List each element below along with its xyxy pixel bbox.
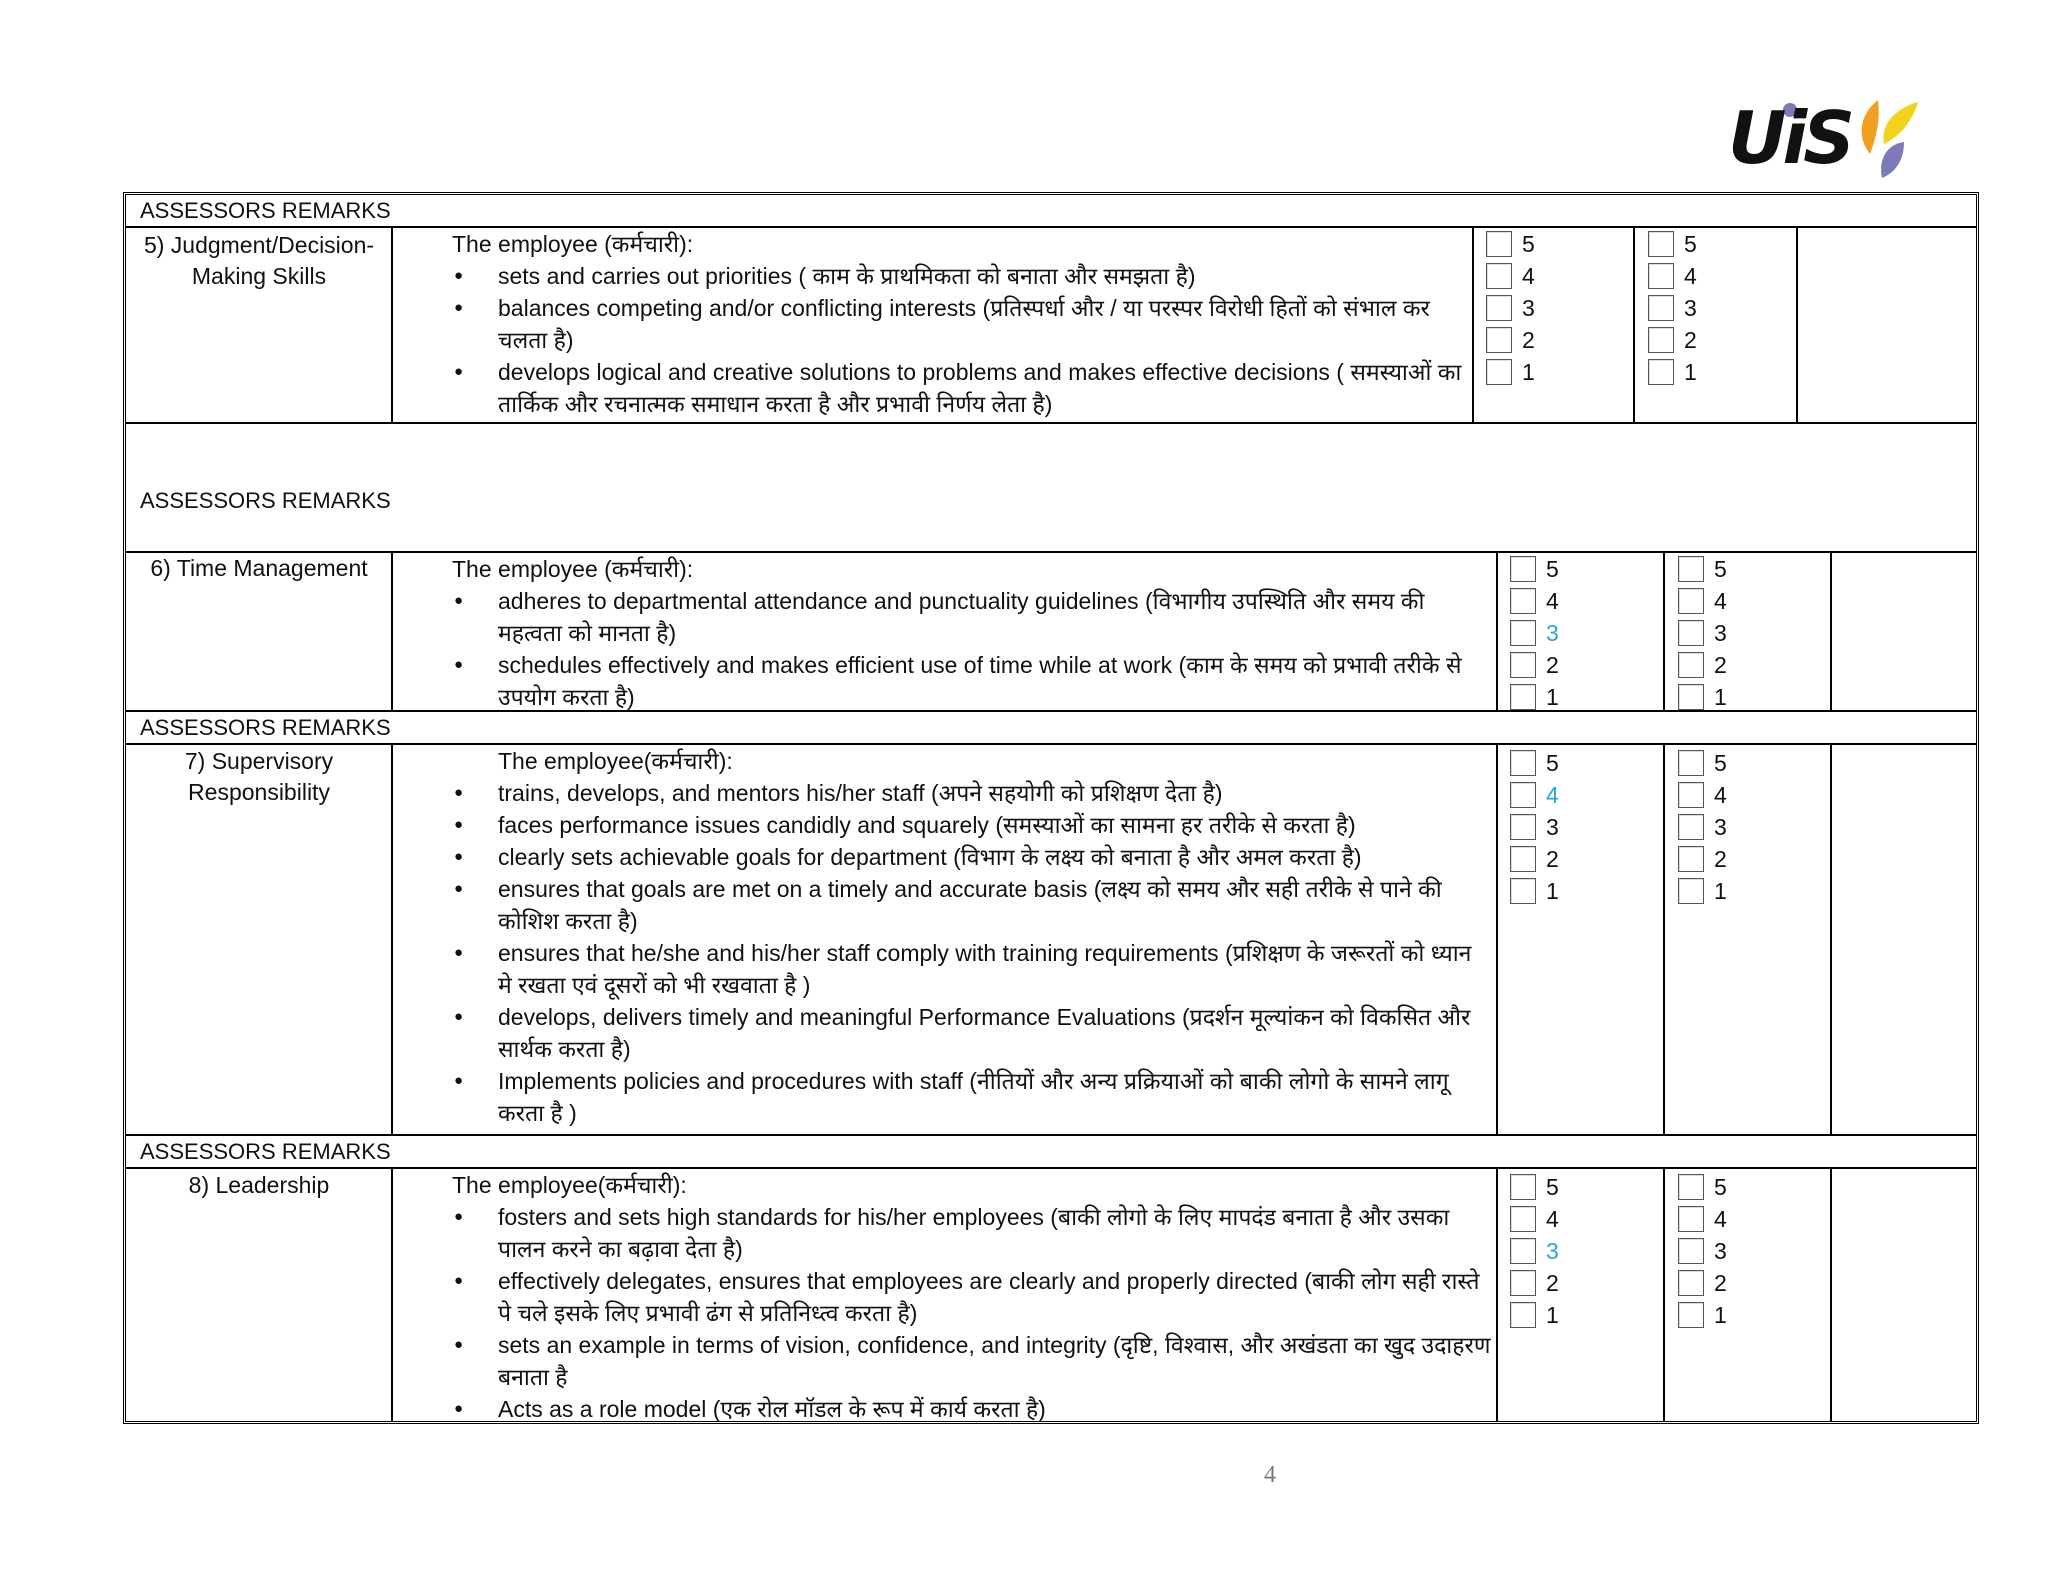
uis-logo — [1728, 92, 1918, 192]
rating-checkbox[interactable] — [1510, 1270, 1536, 1296]
rating-checkbox[interactable] — [1648, 359, 1674, 385]
rating-value: 5 — [1684, 231, 1697, 257]
rating-option[interactable] — [1678, 747, 1727, 779]
rating-checkbox[interactable] — [1678, 684, 1704, 710]
rating-checkbox[interactable] — [1510, 556, 1536, 582]
criteria-bullet: ● clearly sets achievable goals for department (विभाग के लक्ष्य को बनाता है और अमल करता है) — [452, 841, 1487, 873]
rating-value: 4 — [1714, 1206, 1727, 1232]
rating-option[interactable] — [1510, 843, 1559, 875]
rating-scale-assessor-1 — [1510, 1171, 1559, 1331]
criteria-description — [452, 553, 1487, 713]
rating-checkbox[interactable] — [1510, 750, 1536, 776]
rating-value: 1 — [1546, 1302, 1559, 1328]
criteria-bullet: ● trains, develops, and mentors his/her staff (अपने सहयोगी को प्रशिक्षण देता है) — [452, 777, 1487, 809]
rating-value: 2 — [1546, 846, 1559, 872]
rating-option[interactable] — [1510, 811, 1559, 843]
rating-value: 5 — [1522, 231, 1535, 257]
rating-scale-assessor-2 — [1678, 1171, 1727, 1331]
category-label: 6) Time Management — [150, 555, 368, 581]
criteria-bullet: ● fosters and sets high standards for his/her employees (बाकी लोगो के लिए मापदंड बनाता है और उसका पालन करने का बढ़ावा देता है) — [452, 1201, 1492, 1265]
criteria-bullet: ● sets an example in terms of vision, confidence, and integrity (दृष्टि, विश्वास, और अखंडता का खुद उदाहरण बनाता है — [452, 1329, 1492, 1393]
rating-value: 2 — [1546, 652, 1559, 678]
rating-checkbox[interactable] — [1648, 327, 1674, 353]
rating-checkbox[interactable] — [1648, 295, 1674, 321]
rating-value: 1 — [1714, 878, 1727, 904]
rating-value: 4 — [1714, 782, 1727, 808]
criteria-bullet: ● develops, delivers timely and meaningful Performance Evaluations (प्रदर्शन मूल्यांकन को विकसित और सार्थक करता है) — [452, 1001, 1487, 1065]
rating-checkbox[interactable] — [1678, 556, 1704, 582]
col-divider — [1472, 226, 1474, 422]
rating-value: 5 — [1546, 556, 1559, 582]
criteria-list — [452, 1201, 1492, 1425]
rating-scale-assessor-2 — [1678, 747, 1727, 907]
rating-option[interactable] — [1510, 1267, 1559, 1299]
rating-value-selected: 4 — [1546, 782, 1559, 808]
col-divider — [1663, 1167, 1665, 1421]
rating-option[interactable] — [1678, 585, 1727, 617]
criteria-bullet: ● ensures that goals are met on a timely and accurate basis (लक्ष्य को समय और सही तरीके से पाने की कोशिश करता है) — [452, 873, 1487, 937]
logo-text: UiS — [1728, 96, 1851, 180]
rating-option[interactable] — [1678, 1267, 1727, 1299]
rating-checkbox[interactable] — [1510, 684, 1536, 710]
rating-value: 2 — [1546, 1270, 1559, 1296]
col-divider — [391, 1167, 393, 1421]
rating-value: 3 — [1684, 295, 1697, 321]
rating-checkbox[interactable] — [1510, 620, 1536, 646]
criteria-bullet: ● schedules effectively and makes efficient use of time while at work (काम के समय को प्रभावी तरीके से उपयोग करता है) — [452, 649, 1487, 713]
rating-checkbox[interactable] — [1678, 846, 1704, 872]
rating-option[interactable] — [1510, 1299, 1559, 1331]
rating-checkbox[interactable] — [1678, 878, 1704, 904]
criteria-bullet: ● Implements policies and procedures with staff (नीतियों और अन्य प्रक्रियाओं को बाकी लोगो के सामने लागू करता है ) — [452, 1065, 1487, 1129]
rating-checkbox[interactable] — [1678, 1206, 1704, 1232]
rating-checkbox[interactable] — [1678, 588, 1704, 614]
rating-checkbox[interactable] — [1678, 1270, 1704, 1296]
rating-value: 3 — [1714, 814, 1727, 840]
rating-scale-assessor-2 — [1678, 553, 1727, 713]
rating-option[interactable] — [1678, 617, 1727, 649]
rating-checkbox[interactable] — [1486, 231, 1512, 257]
rating-value-selected: 3 — [1546, 1238, 1559, 1264]
criteria-bullet: ● ensures that he/she and his/her staff comply with training requirements (प्रशिक्षण के जरूरतों को ध्यान मे रखता एवं दूसरों को भी रखवाता है ) — [452, 937, 1487, 1001]
col-divider — [391, 551, 393, 710]
rating-value: 3 — [1714, 1238, 1727, 1264]
rating-option[interactable] — [1510, 1171, 1559, 1203]
rating-checkbox[interactable] — [1678, 750, 1704, 776]
col-divider — [1496, 551, 1498, 710]
rating-checkbox[interactable] — [1486, 359, 1512, 385]
rating-checkbox[interactable] — [1678, 782, 1704, 808]
rating-value: 2 — [1714, 652, 1727, 678]
rating-value: 1 — [1684, 359, 1697, 385]
rating-option[interactable] — [1510, 553, 1559, 585]
criteria-bullet: ● adheres to departmental attendance and punctuality guidelines (विभागीय उपस्थिति और समय की महत्वता को मानता है) — [452, 585, 1487, 649]
assessors-remarks-label: ASSESSORS REMARKS — [140, 715, 391, 740]
assessors-remarks-label: ASSESSORS REMARKS — [140, 1139, 391, 1164]
rating-option[interactable] — [1486, 228, 1535, 260]
rating-checkbox[interactable] — [1510, 1238, 1536, 1264]
rating-value: 1 — [1546, 684, 1559, 710]
rating-option[interactable] — [1678, 843, 1727, 875]
rating-option[interactable] — [1678, 1171, 1727, 1203]
criteria-lead: The employee (कर्मचारी): — [452, 231, 694, 257]
rating-checkbox[interactable] — [1510, 782, 1536, 808]
rating-option[interactable] — [1510, 875, 1559, 907]
rating-option[interactable] — [1510, 585, 1559, 617]
rating-option[interactable] — [1678, 681, 1727, 713]
rating-checkbox[interactable] — [1510, 588, 1536, 614]
rating-option[interactable] — [1648, 260, 1697, 292]
criteria-list — [452, 777, 1487, 1129]
rating-checkbox[interactable] — [1510, 846, 1536, 872]
rating-option[interactable] — [1486, 260, 1535, 292]
rating-value: 4 — [1546, 588, 1559, 614]
rating-checkbox[interactable] — [1510, 814, 1536, 840]
criteria-list — [452, 260, 1462, 420]
rating-checkbox[interactable] — [1486, 327, 1512, 353]
rating-value: 5 — [1714, 750, 1727, 776]
criteria-bullet: ● faces performance issues candidly and squarely (समस्याओं का सामना हर तरीके से करता है) — [452, 809, 1487, 841]
rating-checkbox[interactable] — [1486, 263, 1512, 289]
rating-checkbox[interactable] — [1648, 263, 1674, 289]
rating-value: 4 — [1714, 588, 1727, 614]
criteria-lead: The employee(कर्मचारी): — [498, 748, 733, 774]
category-label: 7) Supervisory Responsibility — [184, 748, 334, 805]
rating-checkbox[interactable] — [1678, 1302, 1704, 1328]
rating-value: 2 — [1714, 846, 1727, 872]
category-label: 5) Judgment/Decision-Making Skills — [143, 232, 375, 289]
rating-checkbox[interactable] — [1510, 652, 1536, 678]
col-divider — [1830, 743, 1832, 1134]
rating-option[interactable] — [1510, 617, 1559, 649]
rating-value: 5 — [1546, 1174, 1559, 1200]
criteria-description — [452, 1169, 1492, 1425]
rating-value: 2 — [1684, 327, 1697, 353]
assessors-remarks-label: ASSESSORS REMARKS — [140, 488, 391, 513]
rating-value: 5 — [1714, 556, 1727, 582]
col-divider — [1663, 551, 1665, 710]
assessors-remarks-label: ASSESSORS REMARKS — [140, 198, 391, 223]
rating-option[interactable] — [1678, 1203, 1727, 1235]
rating-value: 3 — [1714, 620, 1727, 646]
rating-value: 1 — [1714, 684, 1727, 710]
rating-checkbox[interactable] — [1510, 1206, 1536, 1232]
rating-checkbox[interactable] — [1510, 878, 1536, 904]
rating-checkbox[interactable] — [1678, 1238, 1704, 1264]
rating-value: 5 — [1714, 1174, 1727, 1200]
rating-checkbox[interactable] — [1510, 1174, 1536, 1200]
rating-value: 2 — [1714, 1270, 1727, 1296]
criteria-bullet: ● Acts as a role model (एक रोल मॉडल के रूप में कार्य करता है) — [452, 1393, 1492, 1425]
rating-checkbox[interactable] — [1678, 620, 1704, 646]
criteria-lead: The employee(कर्मचारी): — [452, 1172, 687, 1198]
row-divider — [126, 1134, 1976, 1136]
criteria-bullet: ● balances competing and/or conflicting interests (प्रतिस्पर्धा और / या परस्पर विरोधी हितों को संभाल कर चलता है) — [452, 292, 1462, 356]
rating-value: 2 — [1522, 327, 1535, 353]
criteria-bullet: ● sets and carries out priorities ( काम के प्राथमिकता को बनाता और समझता है) — [452, 260, 1462, 292]
col-divider — [1633, 226, 1635, 422]
rating-scale-assessor-1 — [1486, 228, 1535, 388]
rating-value: 4 — [1546, 1206, 1559, 1232]
rating-option[interactable] — [1678, 553, 1727, 585]
rating-value: 3 — [1522, 295, 1535, 321]
rating-scale-assessor-1 — [1510, 553, 1559, 713]
rating-option[interactable] — [1486, 324, 1535, 356]
rating-option[interactable] — [1510, 1235, 1559, 1267]
rating-checkbox[interactable] — [1678, 1174, 1704, 1200]
rating-value: 5 — [1546, 750, 1559, 776]
row-divider — [126, 422, 1976, 424]
rating-option[interactable] — [1486, 356, 1535, 388]
rating-value: 4 — [1522, 263, 1535, 289]
rating-option[interactable] — [1678, 875, 1727, 907]
rating-option[interactable] — [1510, 779, 1559, 811]
rating-option[interactable] — [1486, 292, 1535, 324]
rating-value: 4 — [1684, 263, 1697, 289]
rating-option[interactable] — [1510, 1203, 1559, 1235]
rating-value: 3 — [1546, 814, 1559, 840]
rating-value: 1 — [1546, 878, 1559, 904]
rating-checkbox[interactable] — [1678, 814, 1704, 840]
rating-value: 1 — [1522, 359, 1535, 385]
criteria-lead: The employee (कर्मचारी): — [452, 556, 694, 582]
rating-scale-assessor-2 — [1648, 228, 1697, 388]
criteria-bullet: ● effectively delegates, ensures that employees are clearly and properly directed (बाकी लोग सही रास्ते पे चले इसके लिए प्रभावी ढंग से प्रतिनिध्त्व करता है) — [452, 1265, 1492, 1329]
rating-value: 1 — [1714, 1302, 1727, 1328]
col-divider — [1830, 551, 1832, 710]
col-divider — [391, 743, 393, 1134]
rating-checkbox[interactable] — [1486, 295, 1512, 321]
rating-value-selected: 3 — [1546, 620, 1559, 646]
col-divider — [1663, 743, 1665, 1134]
rating-option[interactable] — [1678, 779, 1727, 811]
rating-option[interactable] — [1648, 324, 1697, 356]
rating-option[interactable] — [1678, 1299, 1727, 1331]
col-divider — [1496, 743, 1498, 1134]
rating-option[interactable] — [1510, 649, 1559, 681]
rating-option[interactable] — [1510, 681, 1559, 713]
rating-option[interactable] — [1678, 811, 1727, 843]
rating-checkbox[interactable] — [1648, 231, 1674, 257]
rating-option[interactable] — [1678, 649, 1727, 681]
page-number: 4 — [1264, 1462, 1276, 1488]
category-label: 8) Leadership — [188, 1172, 330, 1198]
col-divider — [391, 226, 393, 422]
rating-checkbox[interactable] — [1678, 652, 1704, 678]
col-divider — [1496, 1167, 1498, 1421]
criteria-bullet: ● develops logical and creative solutions to problems and makes effective decisions ( समस्याओं का तार्किक और रचनात्मक समाधान करता है और प्रभावी निर्णय लेता है) — [452, 356, 1462, 420]
rating-scale-assessor-1 — [1510, 747, 1559, 907]
rating-option[interactable] — [1648, 356, 1697, 388]
criteria-description — [452, 228, 1462, 420]
rating-option[interactable] — [1510, 747, 1559, 779]
criteria-list — [452, 585, 1487, 713]
rating-option[interactable] — [1648, 228, 1697, 260]
col-divider — [1830, 1167, 1832, 1421]
rating-checkbox[interactable] — [1510, 1302, 1536, 1328]
rating-option[interactable] — [1678, 1235, 1727, 1267]
rating-option[interactable] — [1648, 292, 1697, 324]
criteria-description — [452, 745, 1487, 1129]
col-divider — [1796, 226, 1798, 422]
